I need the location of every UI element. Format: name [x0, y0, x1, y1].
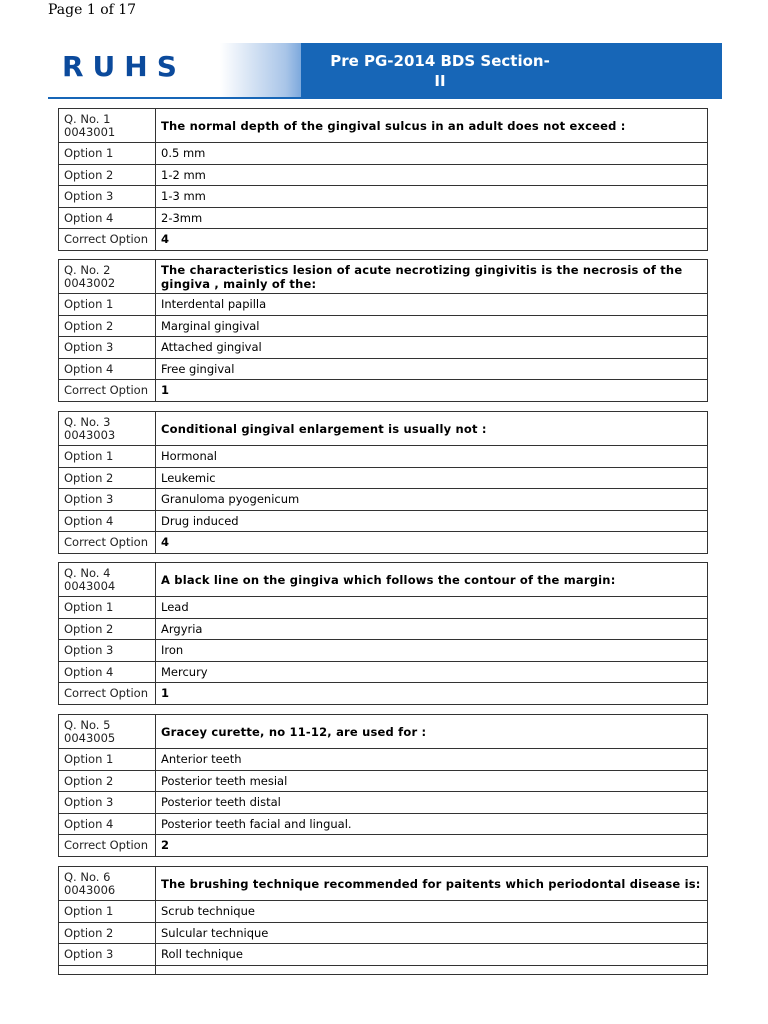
option-text: Hormonal [156, 446, 708, 468]
document-title: Pre PG-2014 BDS Section- II [330, 52, 550, 90]
option-text: Sulcular technique [156, 922, 708, 944]
correct-label: Correct Option [59, 835, 156, 857]
question-row [59, 563, 708, 597]
option-text: Iron [156, 640, 708, 662]
correct-row [59, 229, 708, 251]
question-table [58, 714, 708, 857]
option-text: 1-3 mm [156, 186, 708, 208]
question-table [58, 259, 708, 402]
option-label: Option 3 [59, 186, 156, 208]
option-label: Option 3 [59, 337, 156, 359]
option-row [59, 446, 708, 468]
option-text: Granuloma pyogenicum [156, 489, 708, 511]
correct-row [59, 683, 708, 705]
correct-label: Correct Option [59, 229, 156, 251]
correct-answer: 4 [156, 532, 708, 554]
option-label: Option 3 [59, 489, 156, 511]
option-label: Option 2 [59, 770, 156, 792]
option-row [59, 510, 708, 532]
option-label: Option 4 [59, 661, 156, 683]
question-id: Q. No. 4 0043004 [59, 563, 156, 597]
option-row [59, 618, 708, 640]
header-gradient [220, 43, 302, 97]
question-row [59, 109, 708, 143]
question-row [59, 412, 708, 446]
option-text: Anterior teeth [156, 749, 708, 771]
option-label: Option 2 [59, 164, 156, 186]
correct-row [59, 835, 708, 857]
option-row [59, 813, 708, 835]
option-text: Lead [156, 597, 708, 619]
option-row [59, 467, 708, 489]
option-text: 1-2 mm [156, 164, 708, 186]
option-row [59, 944, 708, 966]
question-id: Q. No. 5 0043005 [59, 715, 156, 749]
option-label: Option 1 [59, 901, 156, 923]
option-row [59, 661, 708, 683]
question-text: The brushing technique recommended for paitents which periodontal disease is: [156, 867, 708, 901]
option-label: Option 4 [59, 813, 156, 835]
ruhs-logo: RUHS [62, 50, 186, 83]
option-label [59, 965, 156, 974]
question-row [59, 715, 708, 749]
option-row [59, 207, 708, 229]
question-text: Gracey curette, no 11-12, are used for : [156, 715, 708, 749]
option-label: Option 1 [59, 143, 156, 165]
option-label: Option 2 [59, 315, 156, 337]
question-table [58, 866, 708, 975]
option-label: Option 3 [59, 944, 156, 966]
option-text: Attached gingival [156, 337, 708, 359]
option-text: 0.5 mm [156, 143, 708, 165]
question-id: Q. No. 2 0043002 [59, 260, 156, 294]
correct-row [59, 532, 708, 554]
question-table [58, 108, 708, 251]
option-row [59, 164, 708, 186]
option-row [59, 143, 708, 165]
option-text: Scrub technique [156, 901, 708, 923]
correct-answer: 2 [156, 835, 708, 857]
correct-answer: 1 [156, 380, 708, 402]
question-row [59, 260, 708, 294]
page-indicator: Page 1 of 17 [48, 2, 137, 18]
option-label: Option 4 [59, 207, 156, 229]
option-row [59, 489, 708, 511]
option-row [59, 965, 708, 974]
option-row [59, 792, 708, 814]
option-text: Posterior teeth distal [156, 792, 708, 814]
correct-answer: 1 [156, 683, 708, 705]
question-table [58, 411, 708, 554]
option-label: Option 3 [59, 792, 156, 814]
option-text: Drug induced [156, 510, 708, 532]
question-text: A black line on the gingiva which follows the contour of the margin: [156, 563, 708, 597]
option-row [59, 186, 708, 208]
option-label: Option 3 [59, 640, 156, 662]
option-label: Option 4 [59, 358, 156, 380]
option-row [59, 640, 708, 662]
question-id: Q. No. 3 0043003 [59, 412, 156, 446]
option-label: Option 1 [59, 597, 156, 619]
option-row [59, 749, 708, 771]
option-label: Option 2 [59, 467, 156, 489]
question-table [58, 562, 708, 705]
option-text: Posterior teeth facial and lingual. [156, 813, 708, 835]
question-id: Q. No. 6 0043006 [59, 867, 156, 901]
correct-label: Correct Option [59, 380, 156, 402]
option-row [59, 337, 708, 359]
option-text: Free gingival [156, 358, 708, 380]
question-text: The normal depth of the gingival sulcus in an adult does not exceed : [156, 109, 708, 143]
option-text: Posterior teeth mesial [156, 770, 708, 792]
option-row [59, 294, 708, 316]
question-text: The characteristics lesion of acute necrotizing gingivitis is the necrosis of the gingiva , mainly of the: [156, 260, 708, 294]
option-text: Leukemic [156, 467, 708, 489]
option-label: Option 1 [59, 446, 156, 468]
option-row [59, 770, 708, 792]
option-text: Mercury [156, 661, 708, 683]
option-text: Interdental papilla [156, 294, 708, 316]
option-label: Option 2 [59, 618, 156, 640]
option-row [59, 315, 708, 337]
option-row [59, 901, 708, 923]
question-row [59, 867, 708, 901]
correct-label: Correct Option [59, 683, 156, 705]
option-text: Roll technique [156, 944, 708, 966]
correct-label: Correct Option [59, 532, 156, 554]
question-text: Conditional gingival enlargement is usually not : [156, 412, 708, 446]
option-label: Option 1 [59, 749, 156, 771]
option-text: Marginal gingival [156, 315, 708, 337]
option-label: Option 4 [59, 510, 156, 532]
option-text: 2-3mm [156, 207, 708, 229]
option-row [59, 358, 708, 380]
option-label: Option 2 [59, 922, 156, 944]
option-row [59, 597, 708, 619]
question-id: Q. No. 1 0043001 [59, 109, 156, 143]
correct-answer: 4 [156, 229, 708, 251]
option-label: Option 1 [59, 294, 156, 316]
header-banner [301, 43, 722, 97]
header-rule [48, 97, 722, 99]
option-row [59, 922, 708, 944]
option-text: Argyria [156, 618, 708, 640]
correct-row [59, 380, 708, 402]
